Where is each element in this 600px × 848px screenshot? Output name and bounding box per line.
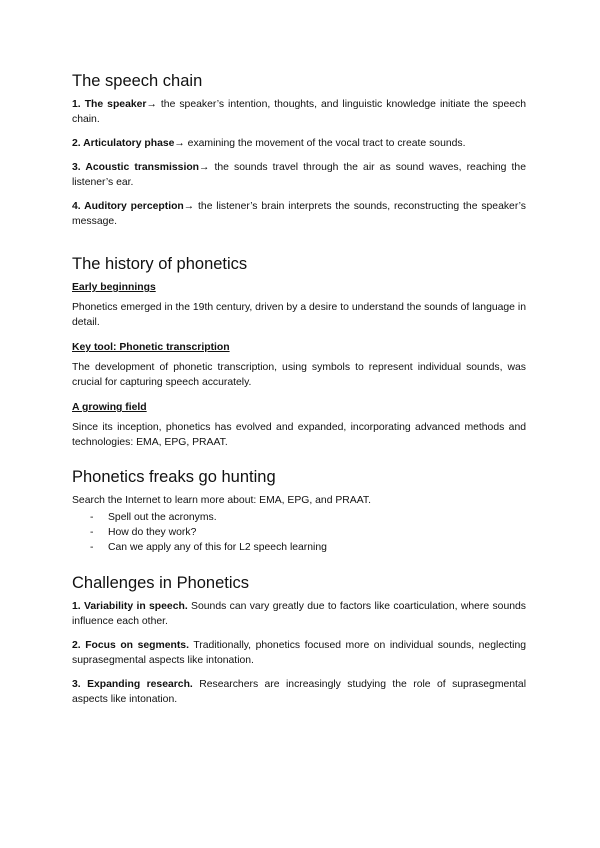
item-text: Sounds can vary greatly due to factors like coarticulation, where sounds influence each other. — [72, 601, 526, 627]
list-item-text: How do they work? — [108, 527, 197, 538]
item-text: Traditionally, phonetics focused more on individual sounds, neglecting suprasegmental aspects like intonation. — [72, 640, 527, 666]
task-list — [72, 510, 526, 555]
subheading-key-tool: Key tool: Phonetic transcription — [72, 342, 230, 353]
subheading-growing-field: A growing field — [72, 402, 147, 413]
item-lead: 4. Auditory perception — [72, 201, 184, 212]
arrow-glyph: → — [146, 99, 157, 110]
item-text: examining the movement of the vocal tract to create sounds. — [184, 138, 466, 149]
arrow-glyph: → — [174, 138, 185, 149]
list-item-text: Can we apply any of this for L2 speech learning — [108, 542, 327, 553]
item-text: Researchers are increasingly studying the role of suprasegmental aspects like intonation. — [72, 679, 527, 705]
document-page — [72, 70, 526, 716]
dash-bullet: - — [90, 512, 94, 523]
list-item — [90, 525, 526, 540]
section-title-speech-chain: The speech chain — [72, 72, 203, 90]
item-lead: 2. Articulatory phase — [72, 138, 175, 149]
challenge-item — [72, 638, 526, 668]
arrow-glyph: → — [199, 162, 210, 173]
subheading-early-beginnings: Early beginnings — [72, 282, 156, 293]
speech-chain-item — [72, 160, 526, 190]
section-title-challenges: Challenges in Phonetics — [72, 574, 250, 592]
item-lead: 1. Variability in speech. — [72, 601, 188, 612]
section-speech-chain — [72, 70, 526, 229]
hunting-intro: Search the Internet to learn more about: EMA, EPG, and PRAAT. — [72, 495, 371, 506]
challenge-item — [72, 599, 526, 629]
history-paragraph: Since its inception, phonetics has evolved and expanded, incorporating advanced methods and technologies: EMA, EPG, PRAAT. — [72, 422, 526, 448]
item-lead: 3. Expanding research. — [72, 679, 193, 690]
speech-chain-item — [72, 136, 526, 151]
item-lead: 3. Acoustic transmission — [72, 162, 200, 173]
section-history — [72, 253, 526, 450]
speech-chain-item — [72, 97, 526, 127]
challenge-item — [72, 677, 526, 707]
speech-chain-item — [72, 199, 526, 229]
item-text: the speaker’s intention, thoughts, and linguistic knowledge initiate the speech chain. — [72, 99, 526, 125]
item-text: the listener’s brain interprets the sounds, reconstructing the speaker’s message. — [72, 201, 526, 227]
section-hunting — [72, 466, 526, 555]
section-challenges — [72, 572, 526, 707]
item-lead: 2. Focus on segments. — [72, 640, 189, 651]
section-title-history: The history of phonetics — [72, 255, 248, 273]
dash-bullet: - — [90, 542, 94, 553]
dash-bullet: - — [90, 527, 94, 538]
item-lead: 1. The speaker — [72, 99, 147, 110]
list-item — [90, 510, 526, 525]
history-paragraph: The development of phonetic transcription, using symbols to represent individual sounds, was crucial for capturing speech accurately. — [72, 362, 526, 388]
arrow-glyph: → — [183, 201, 195, 212]
section-title-hunting: Phonetics freaks go hunting — [72, 468, 276, 486]
item-text: the sounds travel through the air as sound waves, reaching the listener’s ear. — [72, 162, 526, 188]
list-item — [90, 540, 526, 555]
list-item-text: Spell out the acronyms. — [108, 512, 217, 523]
history-paragraph: Phonetics emerged in the 19th century, driven by a desire to understand the sounds of language in detail. — [72, 302, 526, 328]
